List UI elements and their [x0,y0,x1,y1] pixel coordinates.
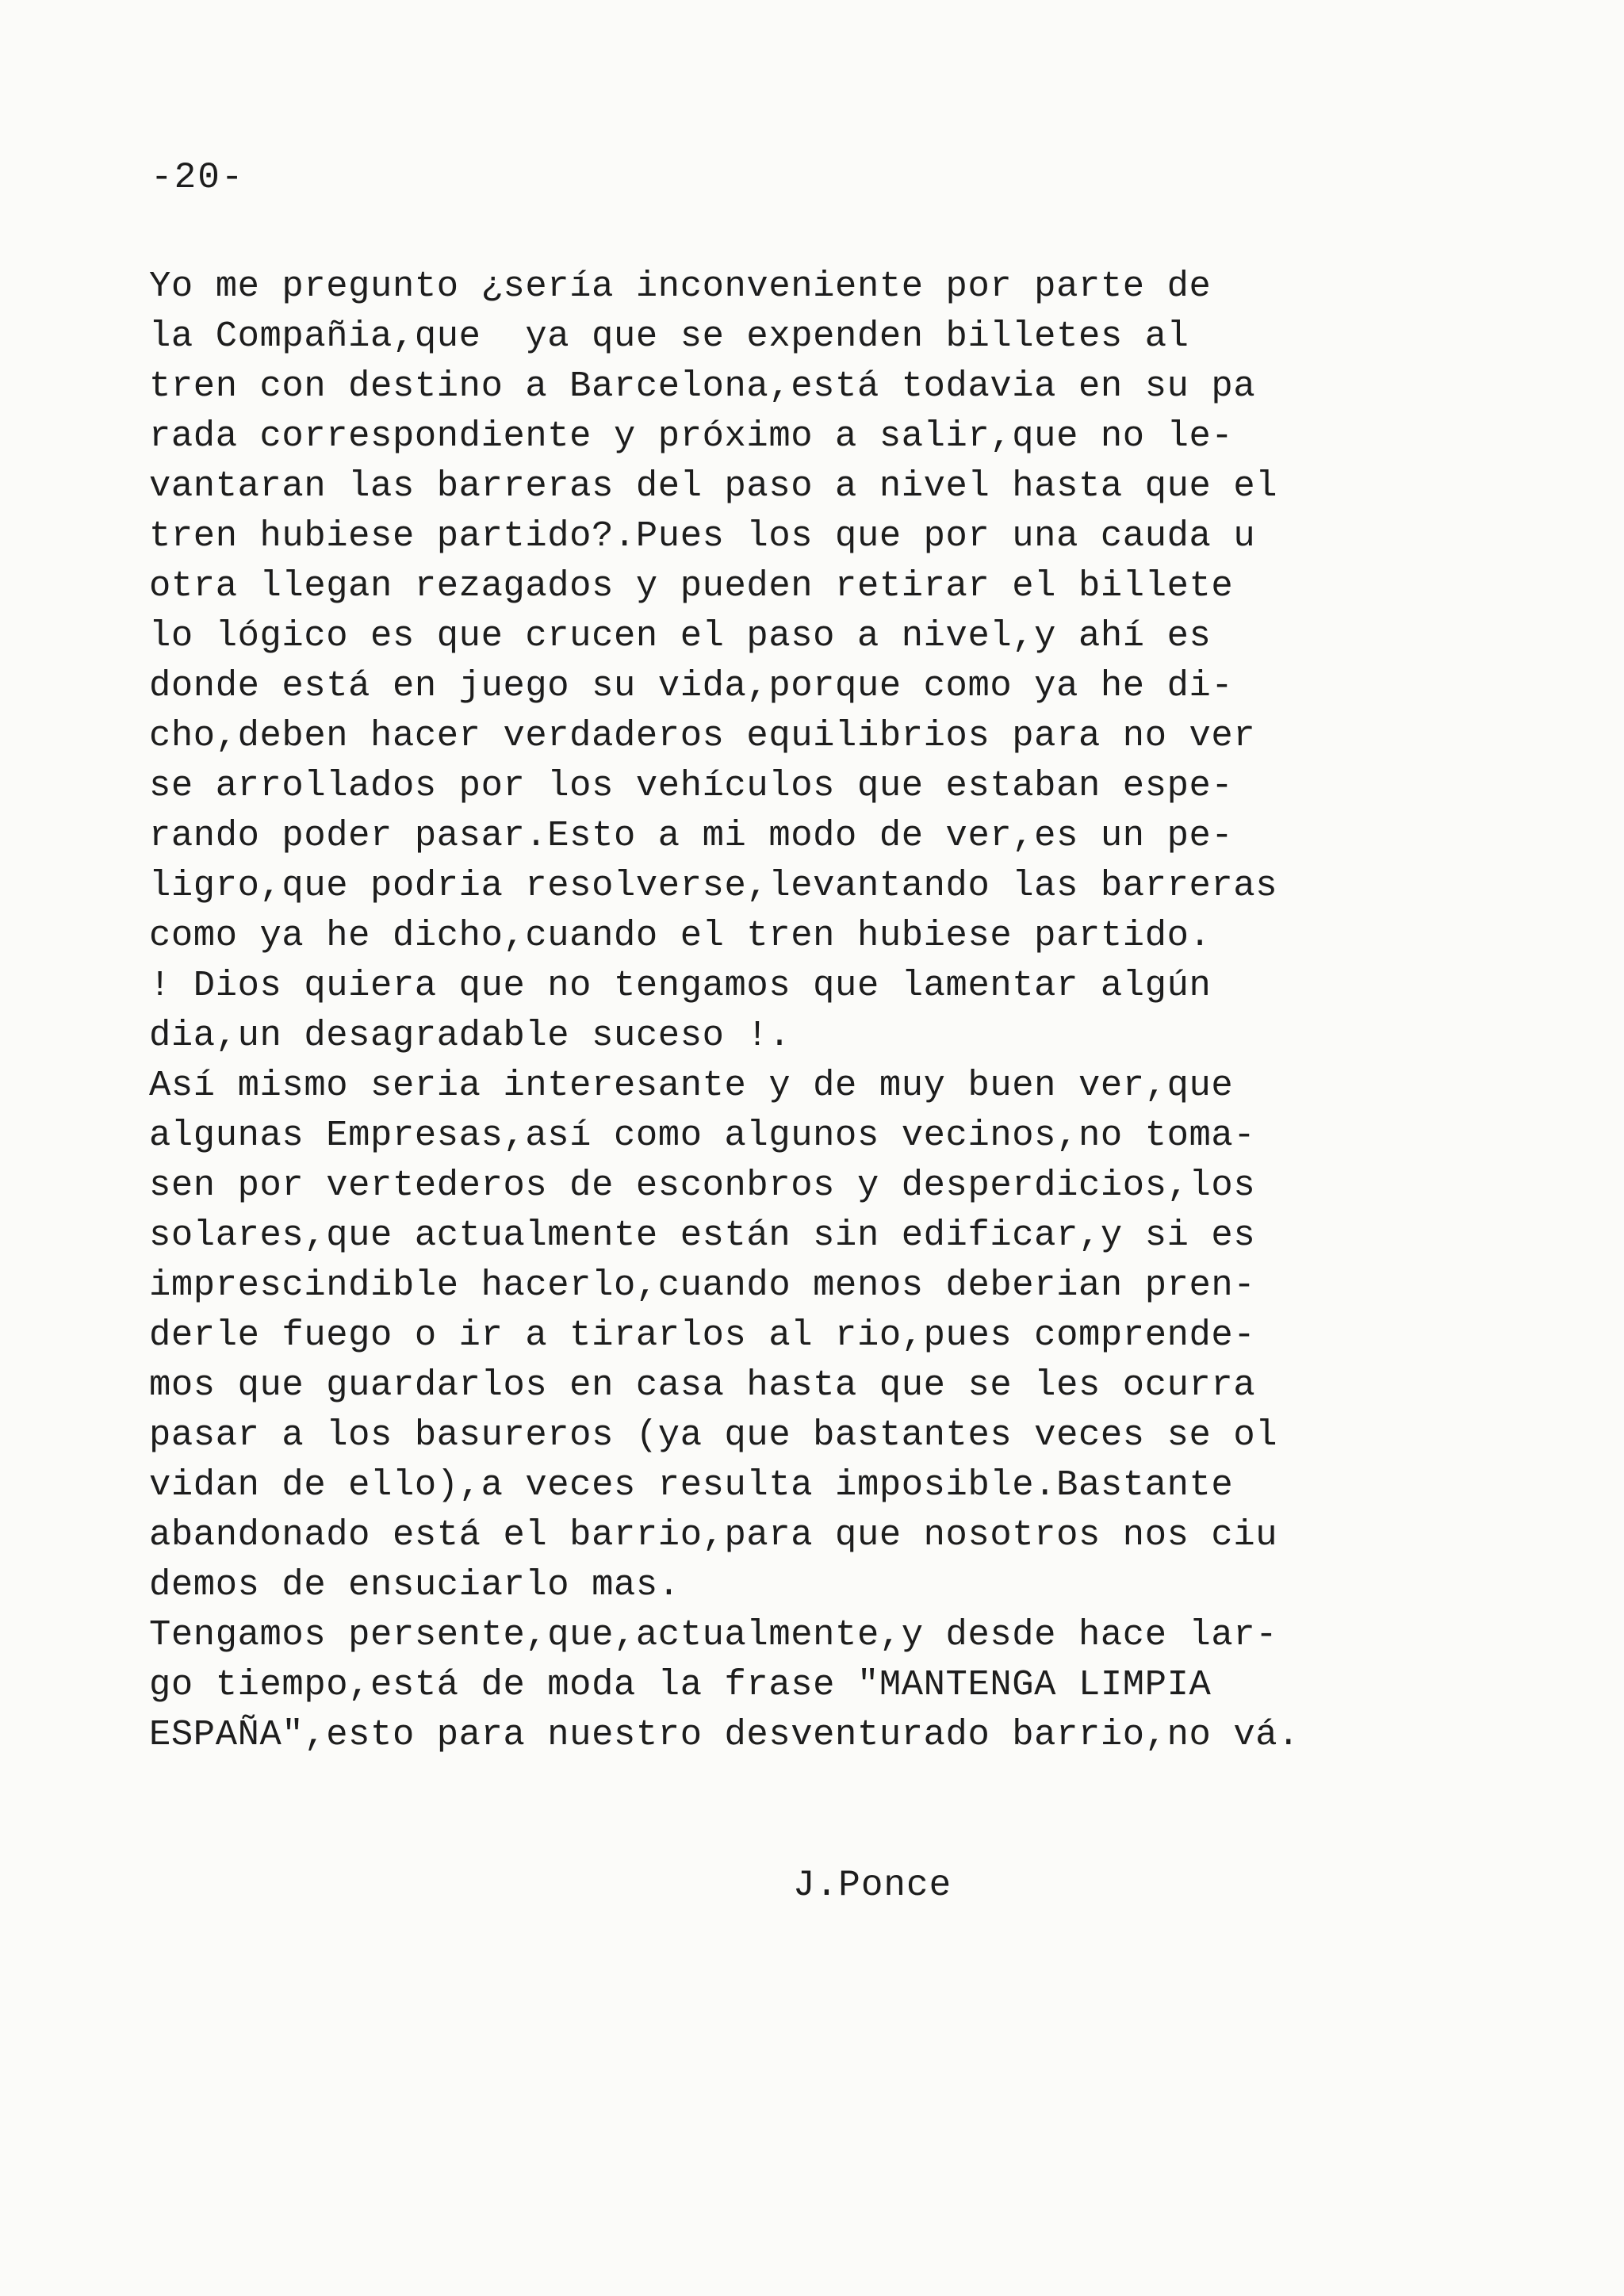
text-line: como ya he dicho,cuando el tren hubiese partido. [149,915,1212,956]
text-line: demos de ensuciarlo mas. [149,1564,680,1605]
text-line: ! Dios quiera que no tengamos que lamentar algún [149,965,1212,1006]
text-line: tren hubiese partido?.Pues los que por una cauda u [149,515,1256,557]
text-line: imprescindible hacerlo,cuando menos deberian pren- [149,1265,1256,1306]
text-line: lo lógico es que crucen el paso a nivel,y ahí es [149,615,1212,656]
text-line: tren con destino a Barcelona,está todavia en su pa [149,365,1256,407]
page-number: -20- [151,157,245,198]
text-line: Así mismo seria interesante y de muy buen ver,que [149,1065,1234,1106]
text-line: dia,un desagradable suceso !. [149,1015,791,1056]
text-line: mos que guardarlos en casa hasta que se les ocurra [149,1364,1256,1406]
text-line: derle fuego o ir a tirarlos al rio,pues comprende- [149,1314,1256,1356]
text-line: la Compañia,que ya que se expenden billetes al [149,316,1189,357]
text-line: Tengamos persente,que,actualmente,y desde hace lar- [149,1614,1278,1655]
text-line: go tiempo,está de moda la frase "MANTENGA LIMPIA [149,1664,1212,1705]
article-body [149,262,1513,1760]
text-line: rada correspondiente y próximo a salir,que no le- [149,415,1234,457]
text-line: pasar a los basureros (ya que bastantes veces se ol [149,1414,1278,1456]
text-line: algunas Empresas,así como algunos vecinos,no toma- [149,1115,1256,1156]
text-line: otra llegan rezagados y pueden retirar el billete [149,565,1234,607]
text-line: vidan de ello),a veces resulta imposible.Bastante [149,1464,1234,1506]
text-line: sen por vertederos de esconbros y desperdicios,los [149,1165,1256,1206]
text-line: ESPAÑA",esto para nuestro desventurado barrio,no vá. [149,1714,1300,1755]
text-line: ligro,que podria resolverse,levantando las barreras [149,865,1278,906]
text-line: rando poder pasar.Esto a mi modo de ver,es un pe- [149,815,1234,856]
text-line: se arrollados por los vehículos que estaban espe- [149,765,1234,806]
text-line: Yo me pregunto ¿sería inconveniente por parte de [149,266,1212,307]
text-line: abandonado está el barrio,para que nosotros nos ciu [149,1514,1278,1556]
author-signature: J.Ponce [793,1865,952,1906]
text-line: solares,que actualmente están sin edificar,y si es [149,1215,1256,1256]
text-line: cho,deben hacer verdaderos equilibrios para no ver [149,715,1256,756]
text-line: vantaran las barreras del paso a nivel hasta que el [149,465,1278,507]
text-line: donde está en juego su vida,porque como ya he di- [149,665,1234,706]
